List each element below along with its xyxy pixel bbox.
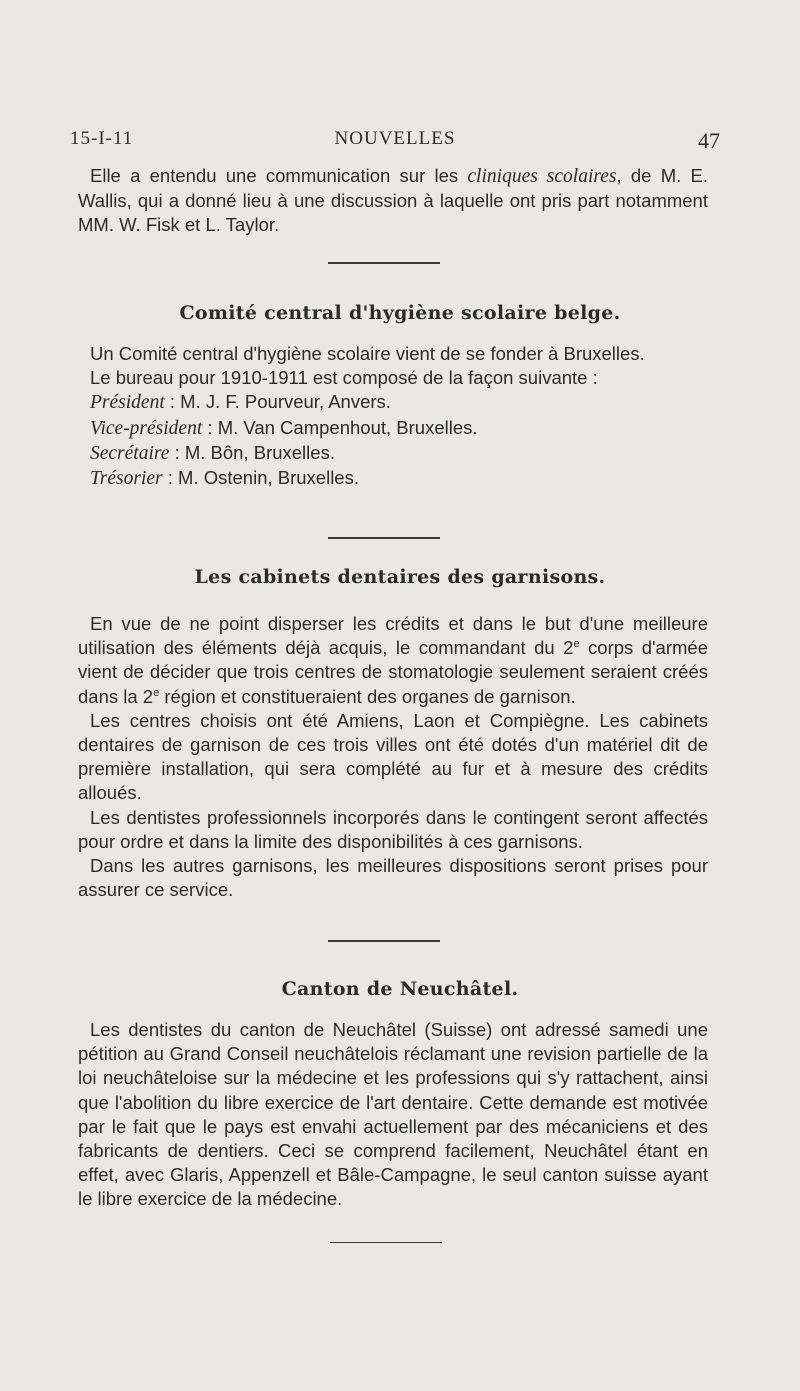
running-title: NOUVELLES (334, 128, 456, 149)
role-label: Vice-président (90, 417, 203, 439)
section-divider (328, 262, 440, 264)
section-divider (330, 1242, 442, 1243)
role-label: Trésorier (90, 468, 163, 490)
page-number: 47 (698, 128, 720, 153)
section-neuchatel-body (78, 1018, 708, 1212)
paragraph: Dans les autres garnisons, les meilleures dispositions seront prises pour assurer ce service. (78, 855, 708, 901)
section-divider (328, 940, 440, 942)
section-heading-comite: Comité central d'hygiène scolaire belge. (179, 302, 621, 324)
section-heading-neuchatel: Canton de Neuchâtel. (281, 978, 519, 1000)
emphasis: cliniques scolaires (467, 166, 617, 187)
paragraph: Un Comité central d'hygiène scolaire vient de se fonder à Bruxelles. (90, 343, 645, 364)
role-line: Secrétaire : M. Bôn, Bruxelles. (90, 441, 335, 464)
role-line: Trésorier : M. Ostenin, Bruxelles. (90, 467, 359, 490)
role-label: Secrétaire (90, 442, 170, 464)
paragraph: Le bureau pour 1910-1911 est composé de la façon suivante : (90, 367, 598, 389)
section-cabinets-body (78, 612, 708, 902)
paragraph: Les dentistes professionnels incorporés dans le contingent seront affectés pour ordre et dans la limite des disponibilités à ces garnisons. (78, 806, 708, 852)
paragraph: Les centres choisis ont été Amiens, Laon et Compiègne. Les cabinets dentaires de garnison de ces trois villes ont été dotés d'un matériel dit de première installation, qui sera complété au fur et à mesure des crédits alloués. (78, 709, 708, 804)
page-label: 15-I-11 (70, 128, 134, 149)
role-label: Président (90, 392, 165, 414)
section-heading-cabinets: Les cabinets dentaires des garnisons. (194, 566, 606, 588)
paragraph: En vue de ne point disperser les crédits et dans le but d'une meilleure utilisation des éléments déjà acquis, le commandant du 2e corps d'armée vient de décider que trois centres de stomatologie seulement seraient créés dans la 2e région et constitueraient des organes de garnison. (78, 613, 708, 707)
section-comite-body (78, 342, 708, 491)
paragraph: Les dentistes du canton de Neuchâtel (Suisse) ont adressé samedi une pétition au Grand Conseil neuchâtelois réclamant une revision partielle de la loi neuchâteloise sur la médecine et les professions qui s'y rattachent, ainsi que l'abolition du libre exercice de l'art dentaire. Cette demande est motivée par le fait que le pays est envahi actuellement par des mécaniciens et des fabricants de dentiers. Ceci se comprend facilement, Neuchâtel étant en effet, avec Glaris, Appenzell et Bâle-Campagne, le seul canton suisse ayant le libre exercice de la médecine. (78, 1019, 708, 1210)
intro-paragraph: Elle a entendu une communication sur les cliniques scolaires, de M. E. Wallis, qui a donné lieu à une discussion à laquelle ont pris part notamment MM. W. Fisk et L. Taylor. (78, 165, 708, 236)
section-divider (328, 537, 440, 539)
role-line: Vice-président : M. Van Campenhout, Bruxelles. (90, 416, 478, 439)
running-header (70, 128, 720, 154)
role-line: Président : M. J. F. Pourveur, Anvers. (90, 391, 391, 414)
